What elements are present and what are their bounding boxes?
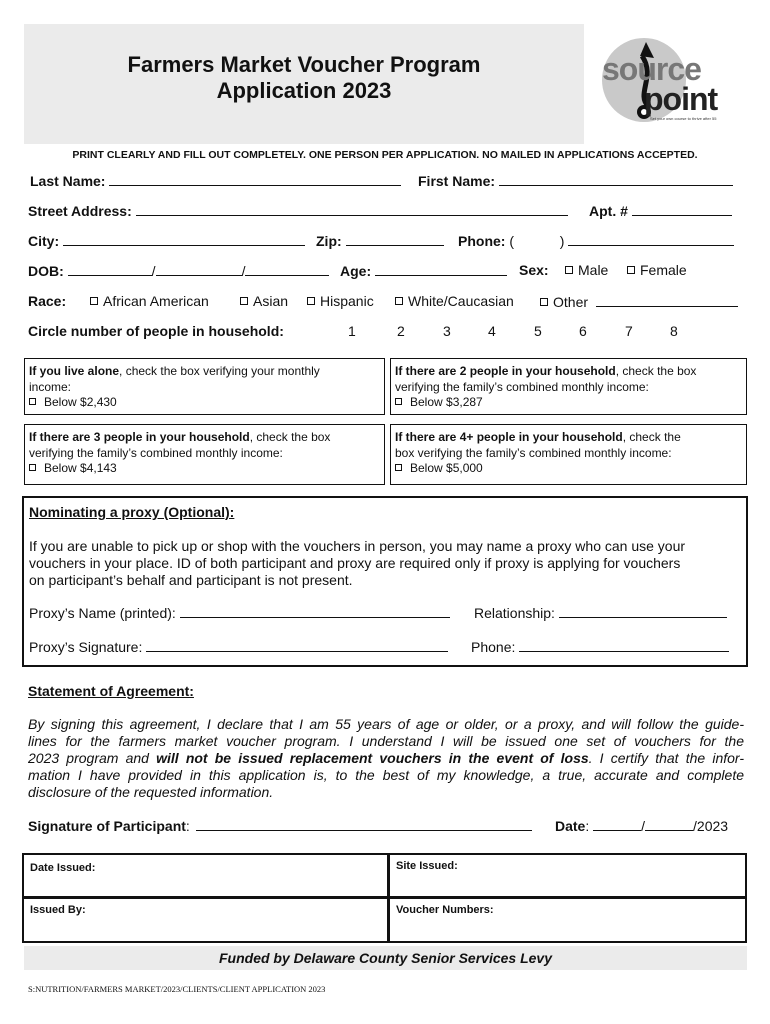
form-title-line1: Farmers Market Voucher Program	[127, 52, 481, 77]
household-option-8[interactable]: 8	[670, 323, 678, 339]
income-box-two	[390, 358, 747, 415]
dob-slash-2: /	[241, 263, 246, 279]
age-field[interactable]	[375, 262, 507, 276]
logo-word-point: point	[644, 81, 718, 117]
dob-month-field[interactable]	[68, 262, 152, 276]
below-4143-checkbox[interactable]	[29, 464, 36, 471]
income-box-text: , check the box verifying your monthly	[119, 364, 320, 378]
proxy-phone-label: Phone:	[471, 639, 516, 655]
file-path-footer: S:NUTRITION/FARMERS MARKET/2023/CLIENTS/CLIENT APPLICATION 2023	[28, 984, 326, 994]
signature-date-month-field[interactable]	[593, 817, 641, 831]
apt-field[interactable]	[632, 202, 732, 216]
race-other-field[interactable]	[596, 293, 738, 307]
income-option-below-3287[interactable]	[395, 395, 742, 411]
household-option-4[interactable]: 4	[488, 323, 496, 339]
income-option-label: Below $5,000	[410, 461, 483, 475]
office-use-column-divider	[387, 855, 390, 941]
income-box-text-line2: income:	[29, 379, 72, 394]
race-option-label: Hispanic	[320, 293, 374, 309]
proxy-description-line1: If you are unable to pick up or shop with the vouchers in person, you may name a proxy who can use your	[29, 538, 686, 554]
proxy-signature-label: Proxy’s Signature:	[29, 639, 143, 655]
phone-number-field[interactable]	[568, 232, 734, 246]
female-checkbox[interactable]	[627, 266, 635, 274]
agreement-line3	[28, 750, 744, 767]
income-box-text: , check the	[622, 430, 681, 444]
agreement-line3-end: . I certify that the infor-	[588, 750, 744, 766]
funded-by-text: Funded by Delaware County Senior Services Levy	[219, 950, 552, 966]
voucher-numbers-label: Voucher Numbers:	[396, 904, 494, 916]
participant-signature-field[interactable]	[196, 817, 532, 831]
income-option-label: Below $3,287	[410, 395, 483, 409]
phone-label: Phone:	[458, 233, 506, 249]
income-box-heading: If there are 4+ people in your household	[395, 430, 623, 444]
income-box-text-line2: box verifying the family’s combined monthly income:	[395, 445, 672, 460]
city-row	[28, 232, 305, 249]
race-option-label: Other	[553, 294, 589, 310]
race-label: Race:	[28, 293, 67, 309]
last-name-label: Last Name:	[30, 173, 106, 189]
income-box-text: , check the box	[615, 364, 697, 378]
agreement-line4: mation I have provided in this application is, to the best of my knowledge, a true, accurate and complete	[28, 767, 744, 783]
race-option-label: White/Caucasian	[408, 293, 514, 309]
relationship-label: Relationship:	[474, 605, 555, 621]
issued-by-label: Issued By:	[30, 904, 86, 916]
apt-row	[589, 202, 732, 219]
dob-row	[28, 262, 329, 279]
proxy-name-label: Proxy’s Name (printed):	[29, 605, 176, 621]
race-option-other[interactable]	[540, 293, 738, 310]
race-option-hispanic[interactable]	[307, 293, 374, 309]
income-option-below-2430[interactable]	[29, 395, 380, 411]
apt-label: Apt. #	[589, 203, 628, 219]
instructions-text: PRINT CLEARLY AND FILL OUT COMPLETELY. ONE PERSON PER APPLICATION. NO MAILED IN APPLICATIONS ACCEPTED.	[72, 149, 698, 161]
zip-row	[316, 232, 444, 249]
participant-signature-row	[28, 817, 532, 834]
relationship-row	[474, 604, 727, 621]
agreement-line5: disclosure of the requested information.	[28, 784, 274, 800]
household-label: Circle number of people in household:	[28, 323, 284, 339]
street-address-row	[28, 202, 568, 219]
proxy-signature-row	[29, 638, 448, 655]
proxy-description-line2: vouchers in your place. ID of both participant and proxy are required only if proxy is applying for vouchers	[29, 555, 681, 571]
below-5000-checkbox[interactable]	[395, 464, 402, 471]
proxy-description-line3: on participant’s behalf and participant is not present.	[29, 572, 353, 588]
signature-date-slash: /	[641, 818, 646, 834]
first-name-label: First Name:	[418, 173, 496, 189]
phone-paren-close: )	[559, 233, 565, 249]
agreement-line1: By signing this agreement, I declare that I am 55 years of age or older, or a proxy, and will follow the guide-	[28, 716, 744, 732]
income-box-heading: If you live alone	[29, 364, 120, 378]
male-checkbox[interactable]	[565, 266, 573, 274]
income-option-label: Below $4,143	[44, 461, 117, 475]
zip-field[interactable]	[346, 232, 444, 246]
proxy-section	[22, 496, 748, 667]
female-label: Female	[640, 262, 687, 278]
sex-label: Sex:	[519, 262, 549, 278]
proxy-signature-field[interactable]	[146, 638, 448, 652]
zip-label: Zip:	[316, 233, 342, 249]
proxy-phone-row	[471, 638, 729, 655]
age-row	[340, 262, 507, 279]
african-american-checkbox[interactable]	[90, 297, 98, 305]
white-caucasian-checkbox[interactable]	[395, 297, 403, 305]
signature-date-colon: :	[585, 818, 590, 834]
household-option-6[interactable]: 6	[579, 323, 587, 339]
below-2430-checkbox[interactable]	[29, 398, 36, 405]
proxy-description	[29, 538, 685, 589]
street-address-label: Street Address:	[28, 203, 132, 219]
income-option-below-4143[interactable]	[29, 461, 380, 477]
phone-paren-open: (	[509, 233, 515, 249]
race-option-white-caucasian[interactable]	[395, 293, 514, 309]
street-address-field[interactable]	[136, 202, 568, 216]
logo-word-source: source	[602, 51, 701, 87]
asian-checkbox[interactable]	[240, 297, 248, 305]
race-option-label: African American	[103, 293, 209, 309]
agreement-line3-start: 2023 program and	[28, 750, 157, 766]
income-box-text-line2: verifying the family’s combined monthly income:	[395, 379, 649, 394]
form-title	[24, 52, 584, 104]
proxy-name-field[interactable]	[180, 604, 450, 618]
participant-signature-colon: :	[185, 818, 190, 834]
dob-year-field[interactable]	[245, 262, 329, 276]
income-box-alone	[24, 358, 385, 415]
signature-date-row	[555, 817, 728, 834]
logo-tagline: Set your own course to thrive after 55	[650, 116, 717, 121]
site-issued-label: Site Issued:	[396, 860, 458, 872]
income-box-three	[24, 424, 385, 485]
household-option-1[interactable]: 1	[348, 323, 356, 339]
dob-day-field[interactable]	[156, 262, 242, 276]
income-box-text-line2: verifying the family’s combined monthly income:	[29, 445, 283, 460]
income-option-label: Below $2,430	[44, 395, 117, 409]
city-label: City:	[28, 233, 60, 249]
relationship-field[interactable]	[559, 604, 727, 618]
race-option-african-american[interactable]	[90, 293, 209, 309]
agreement-text	[28, 716, 744, 784]
income-box-four-plus	[390, 424, 747, 485]
last-name-field[interactable]	[109, 172, 401, 186]
other-checkbox[interactable]	[540, 298, 548, 306]
date-issued-label: Date Issued:	[30, 862, 96, 874]
race-option-asian[interactable]	[240, 293, 288, 309]
dob-label: DOB:	[28, 263, 64, 279]
sex-option-female[interactable]	[627, 262, 687, 278]
city-field[interactable]	[63, 232, 305, 246]
office-use-row-divider	[24, 896, 746, 899]
sourcepoint-logo	[596, 36, 740, 132]
income-option-below-5000[interactable]	[395, 461, 742, 477]
dob-slash-1: /	[151, 263, 156, 279]
first-name-row	[418, 172, 733, 189]
first-name-field[interactable]	[499, 172, 733, 186]
sex-option-male[interactable]	[565, 262, 608, 278]
race-option-label: Asian	[253, 293, 289, 309]
household-option-2[interactable]: 2	[397, 323, 405, 339]
hispanic-checkbox[interactable]	[307, 297, 315, 305]
phone-row	[458, 232, 734, 249]
signature-date-day-field[interactable]	[645, 817, 693, 831]
participant-signature-label: Signature of Participant	[28, 818, 186, 834]
income-box-text: , check the box	[249, 430, 331, 444]
signature-date-year: /2023	[693, 818, 729, 834]
income-box-heading: If there are 2 people in your household	[395, 364, 616, 378]
form-title-line2: Application 2023	[216, 78, 392, 103]
proxy-phone-field[interactable]	[519, 638, 729, 652]
proxy-name-row	[29, 604, 450, 621]
agreement-line3-emphasis: will not be issued replacement vouchers in the event of loss	[156, 750, 589, 766]
last-name-row	[30, 172, 401, 189]
household-option-5[interactable]: 5	[534, 323, 542, 339]
male-label: Male	[578, 262, 609, 278]
proxy-heading: Nominating a proxy (Optional):	[29, 504, 235, 520]
agreement-line2: lines for the farmers market voucher program. I understand I will be issued one set of vouchers for the	[28, 733, 744, 749]
signature-date-label: Date	[555, 818, 586, 834]
income-box-heading: If there are 3 people in your household	[29, 430, 250, 444]
household-option-3[interactable]: 3	[443, 323, 451, 339]
agreement-heading: Statement of Agreement:	[28, 683, 194, 699]
household-option-7[interactable]: 7	[625, 323, 633, 339]
below-3287-checkbox[interactable]	[395, 398, 402, 405]
age-label: Age:	[340, 263, 372, 279]
